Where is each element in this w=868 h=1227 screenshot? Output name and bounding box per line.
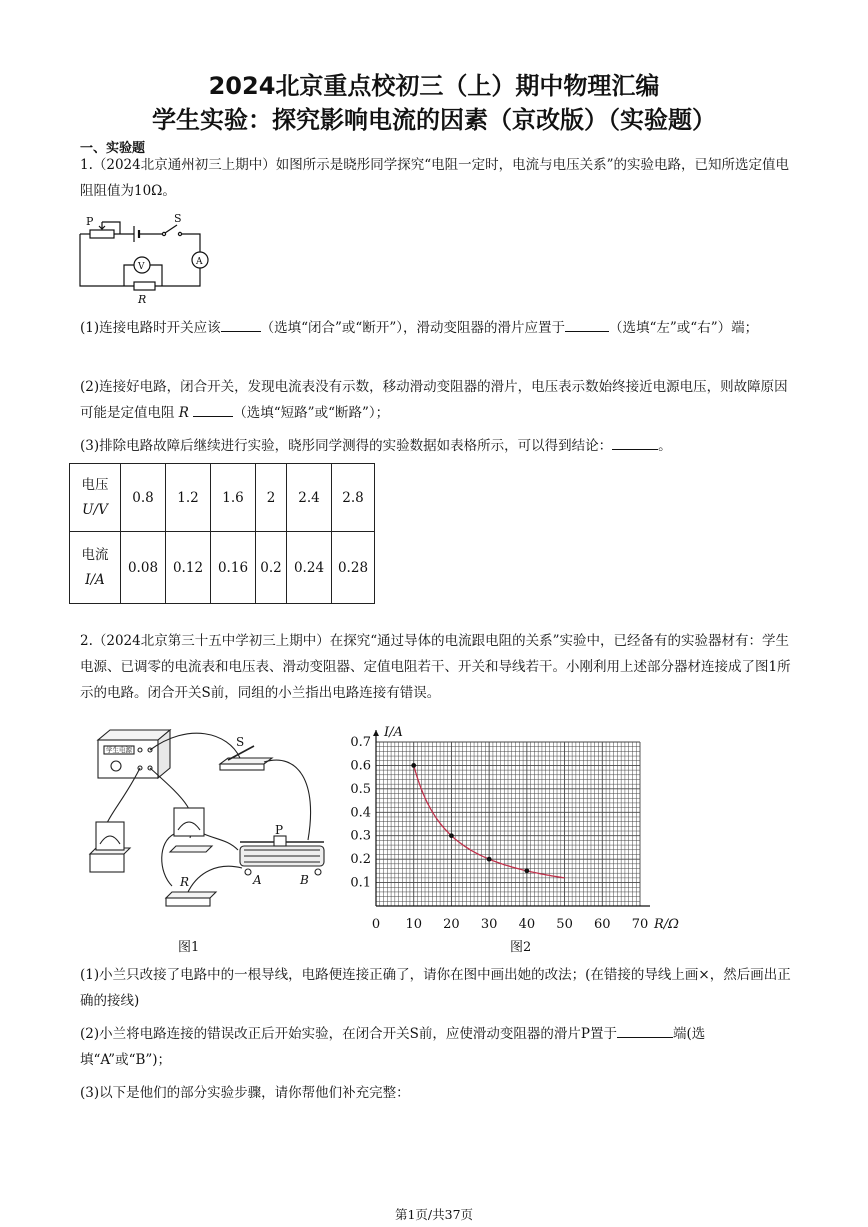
figure-2-caption: 图2 (510, 940, 532, 955)
table-cell: 0.12 (166, 532, 211, 604)
q1-intro: 1.（2024北京通州初三上期中）如图所示是晓彤同学探究“电阻一定时，电流与电压关系”的实验电路，已知所选定值电阻阻值为10Ω。 (80, 157, 790, 199)
title-line-1: 2024北京重点校初三（上）期中物理汇编 (208, 72, 660, 100)
figure-1-caption: 图1 (178, 940, 200, 955)
answer-blank[interactable] (617, 1023, 673, 1038)
table-cell: 0.16 (211, 532, 256, 604)
q1-part1-b: （选填“闭合”或“断开”），滑动变阻器的滑片应置于 (260, 320, 565, 336)
label-s: S (174, 212, 182, 225)
label-s: S (236, 735, 245, 749)
q1-part2 (80, 374, 792, 426)
data-point (487, 857, 492, 862)
table-cell: 1.2 (166, 464, 211, 532)
data-point (524, 868, 529, 873)
figure-1-apparatus (78, 722, 348, 918)
table-cell: 0.24 (287, 532, 332, 604)
data-point (411, 763, 416, 768)
table-cell: 2.8 (332, 464, 375, 532)
label-a: A (253, 873, 262, 887)
data-point (449, 833, 454, 838)
label-p: P (275, 823, 284, 837)
data-table (69, 463, 375, 604)
chart-series (411, 763, 564, 878)
q2-part1: (1)小兰只改接了电路中的一根导线，电路便连接正确了，请你在图中画出她的改法；(在错接的导线上画×，然后画出正确的接线) (80, 967, 791, 1009)
label-p: P (86, 215, 94, 228)
x-tick-label: 50 (556, 917, 573, 932)
table-cell: 0.8 (121, 464, 166, 532)
q2-part2-a: (2)小兰将电路连接的错误改正后开始实验，在闭合开关S前，应使滑动变阻器的滑片P置于 (80, 1026, 617, 1042)
y-tick-label: 0.2 (350, 852, 371, 868)
y-tick-label: 0.3 (350, 828, 371, 844)
table-cell: 0.08 (121, 532, 166, 604)
x-tick-label: 40 (518, 917, 536, 932)
x-tick-label: 60 (594, 917, 611, 932)
q1-part2-a: (2)连接好电路，闭合开关，发现电流表没有示数，移动滑动变阻器的滑片，电压表示数始终接近电源电压，则故障原因可能是定值电阻 (80, 379, 788, 421)
x-tick-label: 70 (631, 917, 649, 932)
table-cell: 2 (256, 464, 287, 532)
y-axis-arrow (373, 730, 379, 736)
table-cell: 0.2 (256, 532, 287, 604)
label-v: V (138, 262, 145, 272)
table-cell: 2.4 (287, 464, 332, 532)
answer-blank[interactable] (565, 317, 609, 332)
y-tick-label: 0.5 (350, 781, 371, 797)
q1-part3 (80, 433, 792, 459)
y-tick-label: 0.6 (350, 758, 371, 774)
y-tick-label: 0.1 (350, 875, 371, 891)
label-a: A (196, 257, 203, 267)
q1-part2-var: R (178, 405, 189, 421)
table-row-voltage (70, 464, 375, 532)
y-tick-label: 0.7 (350, 735, 371, 750)
table-row-current (70, 532, 375, 604)
q1-part3-b: 。 (658, 438, 672, 454)
q1-circuit-diagram (78, 212, 218, 308)
x-tick-label: 20 (443, 917, 460, 932)
answer-blank[interactable] (612, 435, 658, 450)
label-power: 学生电源 (106, 746, 132, 754)
y-axis-label: I/A (384, 725, 403, 740)
y-tick-label: 0.4 (350, 805, 371, 821)
chart-axes (373, 730, 650, 906)
x-tick-label: 30 (480, 917, 498, 932)
x-axis-label: R/Ω (654, 917, 679, 932)
answer-blank[interactable] (193, 402, 233, 417)
label-r: R (180, 875, 190, 889)
row-label-voltage: 电压 U/V (70, 464, 121, 532)
q2-intro: 2.（2024北京第三十五中学初三上期中）在探究“通过导体的电流跟电阻的关系”实验中，已经备有的实验器材有：学生电源、已调零的电流表和电压表、滑动变阻器、定值电阻若干、开关和导线若干。小刚利用上述部分器材连接成了图1所示的电路。闭合开关S前，同组的小兰指出电路连接有错误。 (80, 633, 791, 701)
x-tick-label: 10 (405, 917, 422, 932)
x-tick-label: 0 (371, 917, 381, 932)
q1-part3-a: (3)排除电路故障后继续进行实验，晓彤同学测得的实验数据如表格所示，可以得到结论： (80, 438, 613, 454)
page-footer: 第1页/共37页 (394, 1207, 474, 1222)
q1-part1-c: （选填“左”或“右”）端； (608, 320, 759, 336)
q2-part3: (3)以下是他们的部分实验步骤，请你帮他们补充完整： (80, 1085, 410, 1101)
q1-part1-a: (1)连接电路时开关应该 (80, 320, 221, 336)
section-heading: 一、实验题 (80, 141, 146, 156)
label-b: B (300, 873, 309, 887)
q2-part2-b: 端(选填“A”或“B”)； (80, 1026, 706, 1068)
table-cell: 0.28 (332, 532, 375, 604)
q1-part1 (80, 315, 792, 341)
q1-part2-b: （选填“短路”或“断路”）； (233, 405, 390, 421)
q2-part2 (80, 1021, 792, 1073)
title-line-2: 学生实验：探究影响电流的因素（京改版）（实验题） (152, 106, 716, 134)
row-label-current: 电流 I/A (70, 532, 121, 604)
figure-2-chart (340, 722, 700, 934)
label-r: R (138, 293, 147, 306)
table-cell: 1.6 (211, 464, 256, 532)
answer-blank[interactable] (221, 317, 261, 332)
